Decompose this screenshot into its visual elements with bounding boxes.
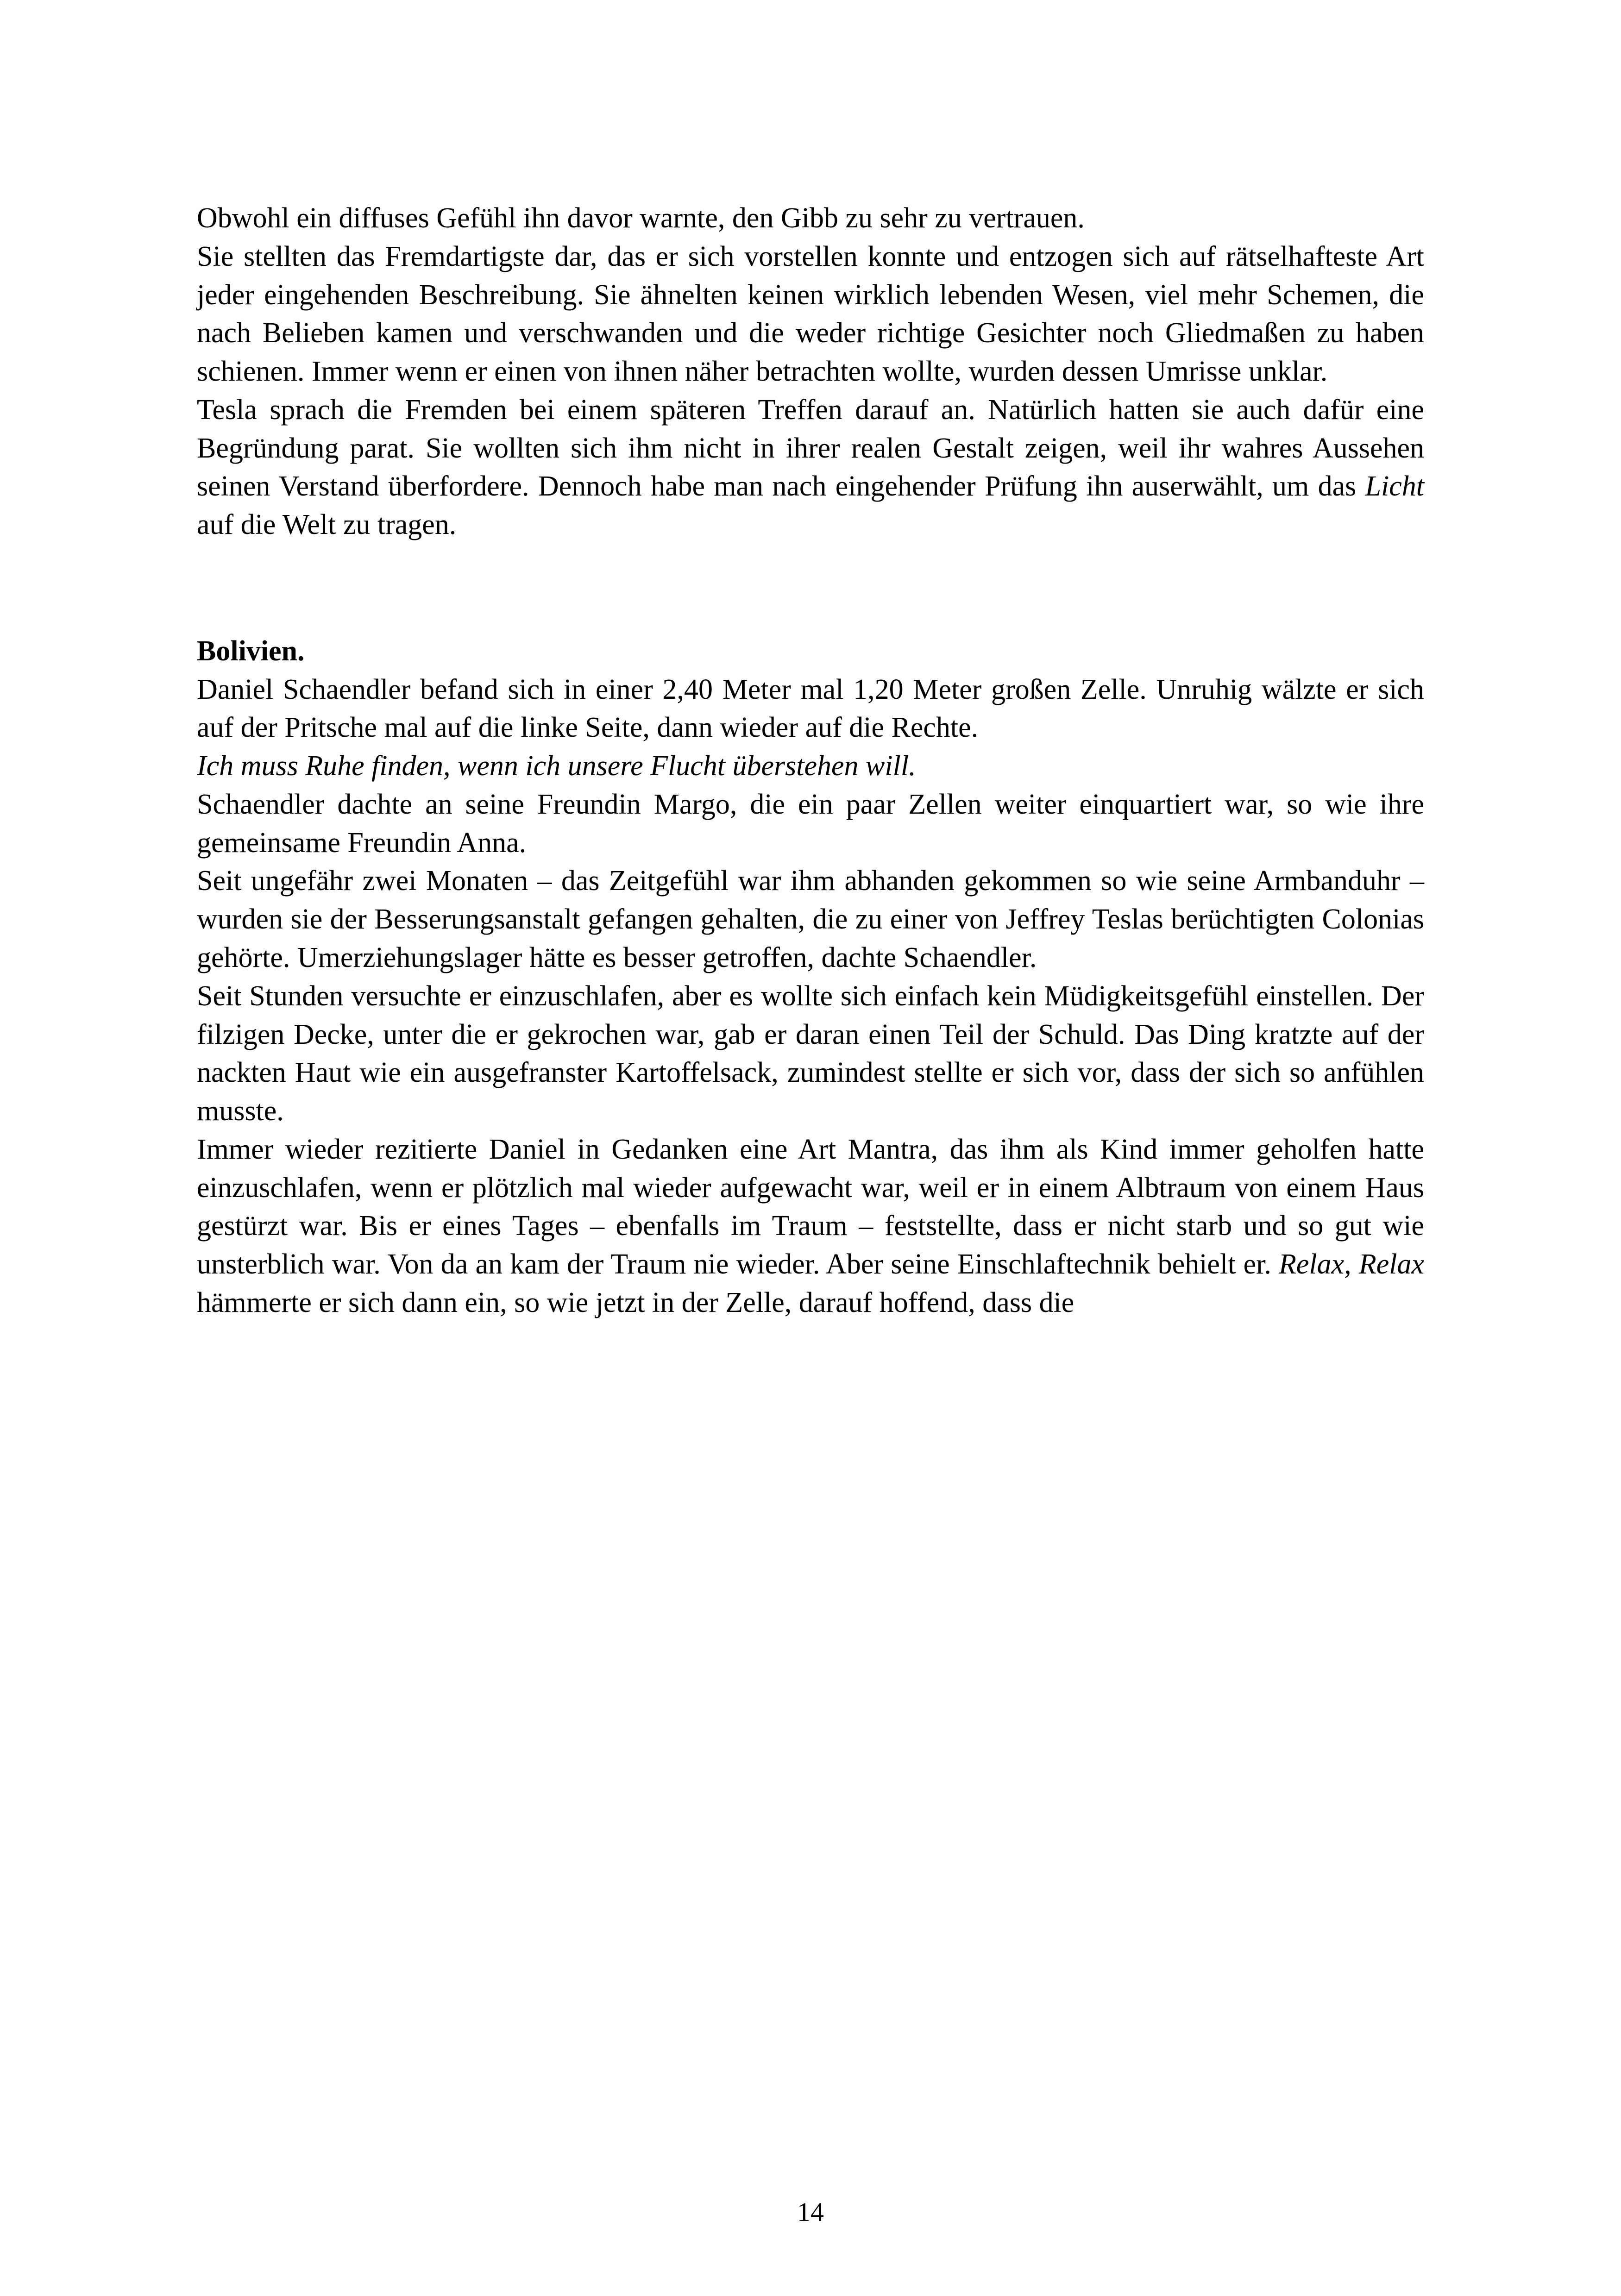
- paragraph-tesla: [197, 391, 1424, 544]
- paragraph-tesla-part2: auf die Welt zu tragen.: [197, 509, 457, 541]
- paragraph-gibb: Obwohl ein diffuses Gefühl ihn davor warnte, den Gibb zu sehr zu vertrauen.: [197, 202, 1085, 234]
- paragraph-zelle: Daniel Schaendler befand sich in einer 2,40 Meter mal 1,20 Meter großen Zelle. Unruhig wälzte er sich auf der Pritsche mal auf die linke Seite, dann wieder auf die Rechte.: [197, 673, 1424, 744]
- paragraph-tesla-part1: Tesla sprach die Fremden bei einem späteren Treffen darauf an. Natürlich hatten sie auch dafür eine Begründung parat. Sie wollten sich ihm nicht in ihrer realen Gestalt zeigen, weil ihr wahres Aussehen seinen Verstand überfordere. Dennoch habe man nach eingehender Prüfung ihn auserwählt, um das: [197, 394, 1424, 502]
- emphasis-relax: Relax, Relax: [1279, 1248, 1424, 1280]
- paragraph-monate: Seit ungefähr zwei Monaten – das Zeitgefühl war ihm abhanden gekommen so wie seine Armbanduhr – wurden sie der Besserungsanstalt gefangen gehalten, die zu einer von Jeffrey Teslas berüchtigten Colonias gehörte. Umerziehungslager hätte es besser getroffen, dachte Schaendler.: [197, 865, 1424, 974]
- paragraph-fremdartigste: Sie stellten das Fremdartigste dar, das er sich vorstellen konnte und entzogen sich auf rätselhafteste Art jeder eingehenden Beschreibung. Sie ähnelten keinen wirklich lebenden Wesen, viel mehr Schemen, die nach Belieben kamen und verschwanden und die weder richtige Gesichter noch Gliedmaßen zu haben schienen. Immer wenn er einen von ihnen näher betrachten wollte, wurden dessen Umrisse unklar.: [197, 240, 1424, 388]
- emphasis-licht: Licht: [1365, 470, 1424, 502]
- paragraph-inner-thought: Ich muss Ruhe finden, wenn ich unsere Flucht überstehen will.: [197, 750, 916, 782]
- page-number: 14: [797, 2197, 824, 2227]
- section-heading-bolivien: Bolivien.: [197, 635, 305, 667]
- section-spacer: [197, 544, 1424, 632]
- paragraph-stunden: Seit Stunden versuchte er einzuschlafen, aber es wollte sich einfach kein Müdigkeitsgefühl einstellen. Der filzigen Decke, unter die er gekrochen war, gab er daran einen Teil der Schuld. Das Ding kratzte auf der nackten Haut wie ein ausgefranster Kartoffelsack, zumindest stellte er sich vor, dass der sich so anfühlen musste.: [197, 980, 1424, 1127]
- paragraph-mantra-part2: hämmerte er sich dann ein, so wie jetzt in der Zelle, darauf hoffend, dass die: [197, 1286, 1074, 1318]
- page-body: [197, 199, 1424, 1322]
- paragraph-mantra: [197, 1130, 1424, 1322]
- paragraph-margo: Schaendler dachte an seine Freundin Margo, die ein paar Zellen weiter einquartiert war, so wie ihre gemeinsame Freundin Anna.: [197, 788, 1424, 859]
- paragraph-mantra-part1: Immer wieder rezitierte Daniel in Gedanken eine Art Mantra, das ihm als Kind immer geholfen hatte einzuschlafen, wenn er plötzlich mal wieder aufgewacht war, weil er in einem Albtraum von einem Haus gestürzt war. Bis er eines Tages – ebenfalls im Traum – feststellte, dass er nicht starb und so gut wie unsterblich war. Von da an kam der Traum nie wieder. Aber seine Einschlaftechnik behielt er.: [197, 1133, 1424, 1280]
